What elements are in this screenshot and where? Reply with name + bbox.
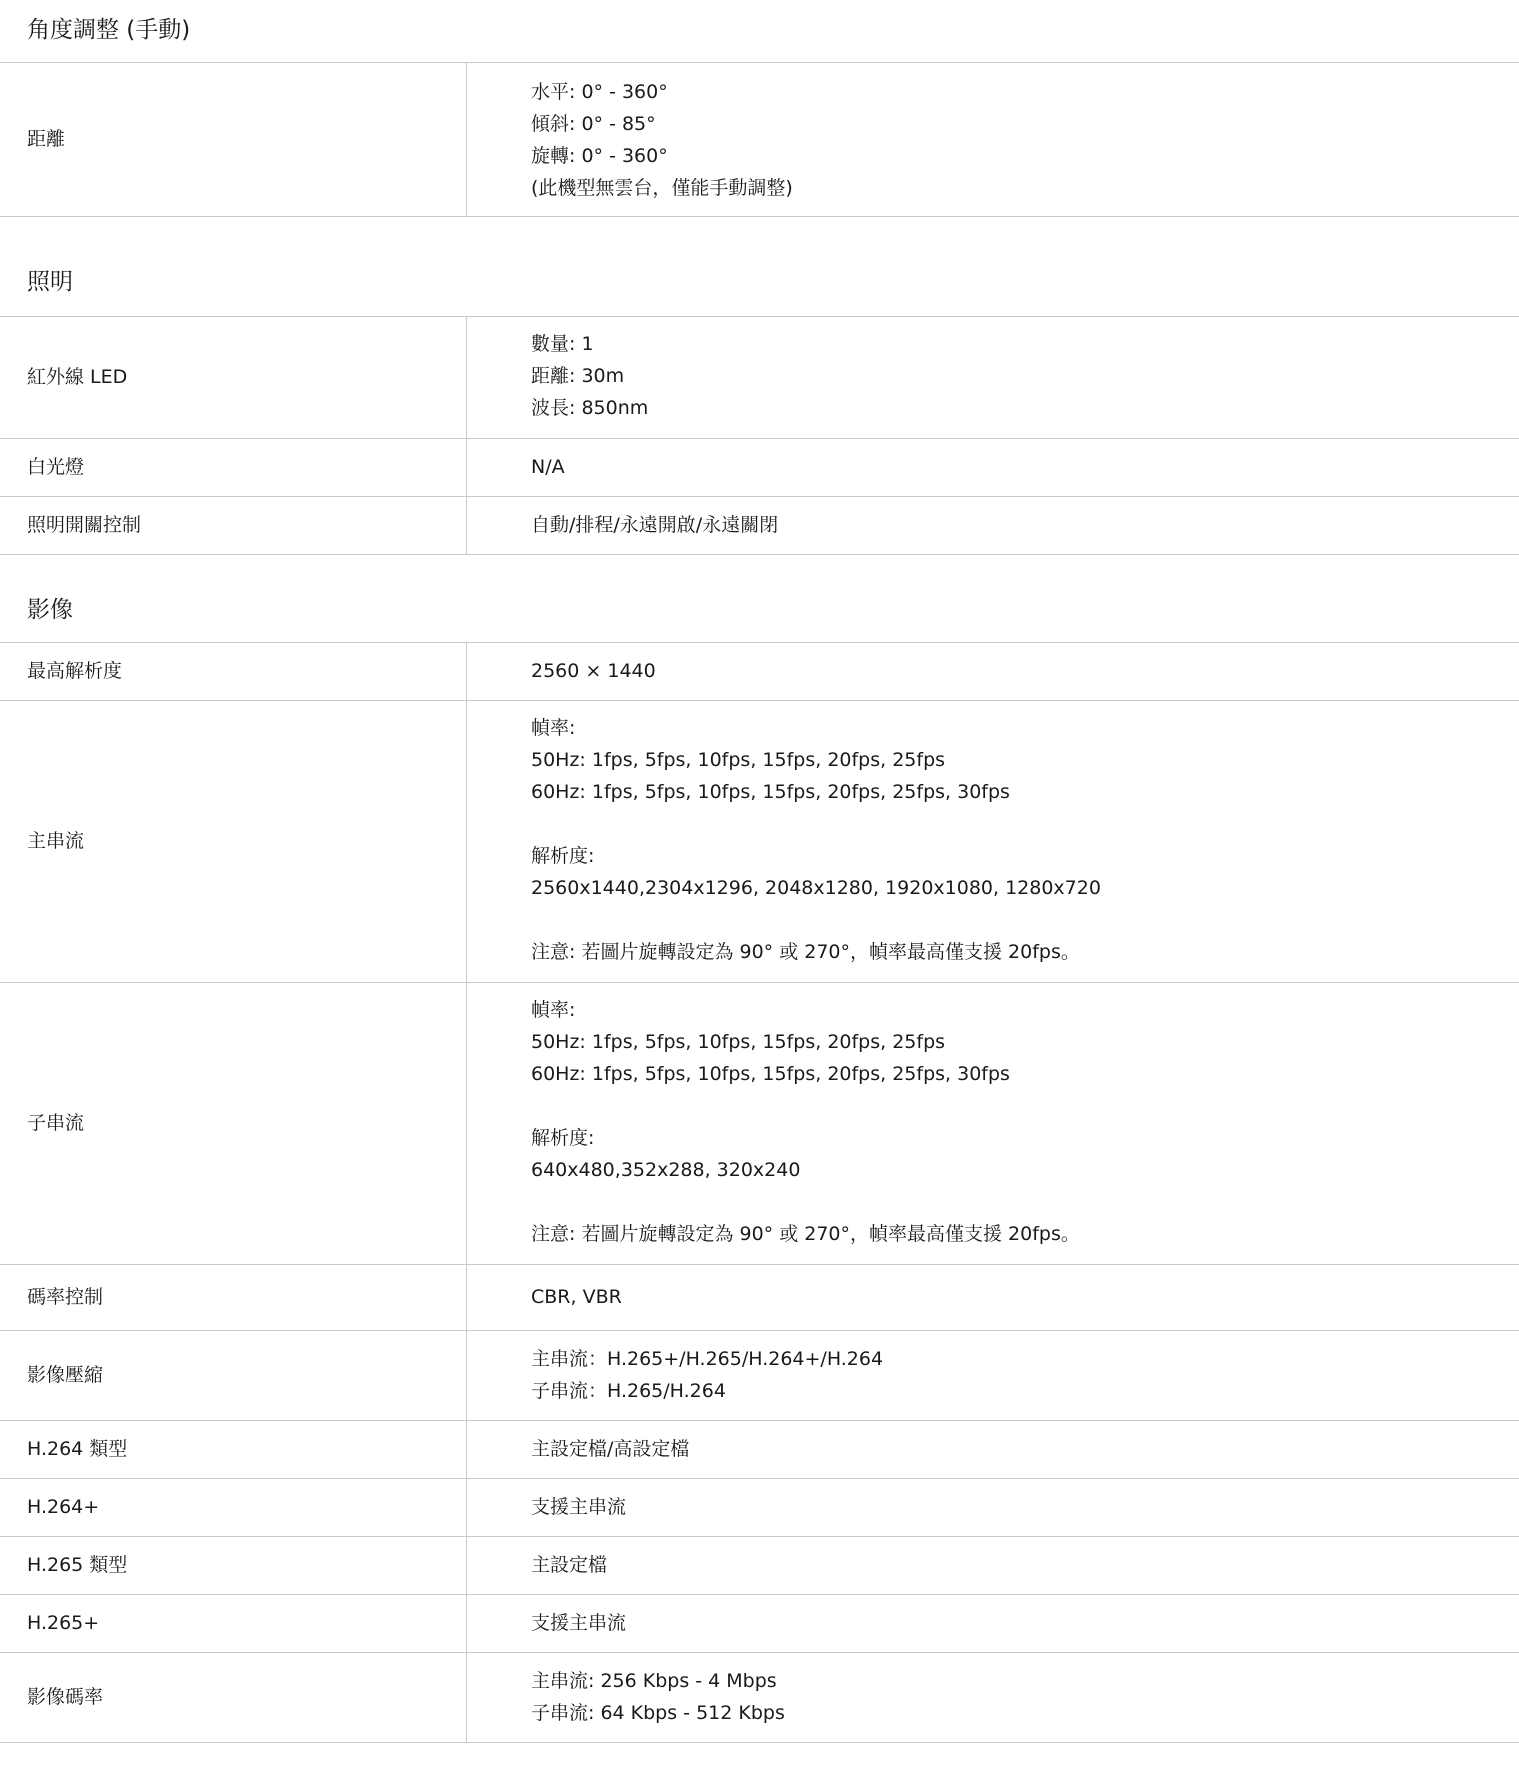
divider bbox=[0, 216, 1519, 217]
row-label: 最高解析度 bbox=[27, 660, 123, 682]
divider bbox=[0, 554, 1519, 555]
row-value: 支援主串流 bbox=[531, 1496, 627, 1518]
spec-row-ir-led bbox=[0, 316, 1519, 438]
row-label: H.265 類型 bbox=[27, 1554, 128, 1576]
spec-row-max-resolution bbox=[0, 642, 1519, 700]
row-value: 主串流: 256 Kbps - 4 Mbps 子串流: 64 Kbps - 512 Kbps bbox=[531, 1670, 785, 1724]
row-label: 距離 bbox=[27, 128, 66, 150]
row-value: 主串流：H.265+/H.265/H.264+/H.264 子串流：H.265/H.264 bbox=[531, 1348, 884, 1402]
row-label: 照明開關控制 bbox=[27, 514, 142, 536]
row-value: 水平: 0° - 360° 傾斜: 0° - 85° 旋轉: 0° - 360° (此機型無雲台，僅能手動調整) bbox=[531, 81, 793, 199]
row-value: 2560 × 1440 bbox=[531, 660, 656, 682]
section-title-lighting: 照明 bbox=[27, 269, 73, 295]
row-label: H.264 類型 bbox=[27, 1438, 128, 1460]
row-value: N/A bbox=[531, 456, 565, 478]
spec-row-h264-type bbox=[0, 1420, 1519, 1478]
spec-row-main-stream bbox=[0, 700, 1519, 982]
divider bbox=[0, 1742, 1519, 1743]
row-value: 幀率: 50Hz: 1fps, 5fps, 10fps, 15fps, 20fps, 25fps 60Hz: 1fps, 5fps, 10fps, 15fps, 20fps, 25fps, 30fps 解析度: 640x480,352x288, 320x240 注意: 若圖片旋轉設定為 90° 或 270°，幀率最高僅支援 20fps。 bbox=[531, 999, 1080, 1245]
section-title-angle: 角度調整 (手動) bbox=[27, 17, 191, 43]
column-divider bbox=[466, 316, 467, 554]
spec-row-h265-type bbox=[0, 1536, 1519, 1594]
row-label: 影像壓縮 bbox=[27, 1364, 104, 1386]
row-value: 支援主串流 bbox=[531, 1612, 627, 1634]
row-value: 主設定檔 bbox=[531, 1554, 608, 1576]
row-value: 主設定檔/高設定檔 bbox=[531, 1438, 690, 1460]
column-divider bbox=[466, 62, 467, 216]
row-label: 白光燈 bbox=[27, 456, 85, 478]
spec-row-h265-plus bbox=[0, 1594, 1519, 1652]
spec-row-video-bitrate bbox=[0, 1652, 1519, 1742]
spec-row-sub-stream bbox=[0, 982, 1519, 1264]
row-label: 主串流 bbox=[27, 830, 85, 852]
spec-row-h264-plus bbox=[0, 1478, 1519, 1536]
spec-row-compression bbox=[0, 1330, 1519, 1420]
row-value: 數量: 1 距離: 30m 波長: 850nm bbox=[531, 333, 649, 419]
row-label: H.265+ bbox=[27, 1612, 100, 1634]
column-divider bbox=[466, 642, 467, 1742]
row-value: 幀率: 50Hz: 1fps, 5fps, 10fps, 15fps, 20fps, 25fps 60Hz: 1fps, 5fps, 10fps, 15fps, 20fps, 25fps, 30fps 解析度: 2560x1440,2304x1296, 2048x1280, 1920x1080, 1280x720 注意: 若圖片旋轉設定為 90° 或 270°，幀率最高僅支援 20fps。 bbox=[531, 717, 1101, 963]
row-label: 紅外線 LED bbox=[27, 366, 128, 388]
row-label: 影像碼率 bbox=[27, 1686, 104, 1708]
row-value: CBR, VBR bbox=[531, 1286, 622, 1308]
section-title-video: 影像 bbox=[27, 597, 73, 623]
spec-row-white-light bbox=[0, 438, 1519, 496]
spec-row-bitrate-control bbox=[0, 1264, 1519, 1330]
spec-row-distance bbox=[0, 62, 1519, 216]
row-label: 碼率控制 bbox=[27, 1286, 104, 1308]
row-label: 子串流 bbox=[27, 1112, 85, 1134]
row-value: 自動/排程/永遠開啟/永遠關閉 bbox=[531, 514, 779, 536]
row-label: H.264+ bbox=[27, 1496, 100, 1518]
spec-row-light-control bbox=[0, 496, 1519, 554]
